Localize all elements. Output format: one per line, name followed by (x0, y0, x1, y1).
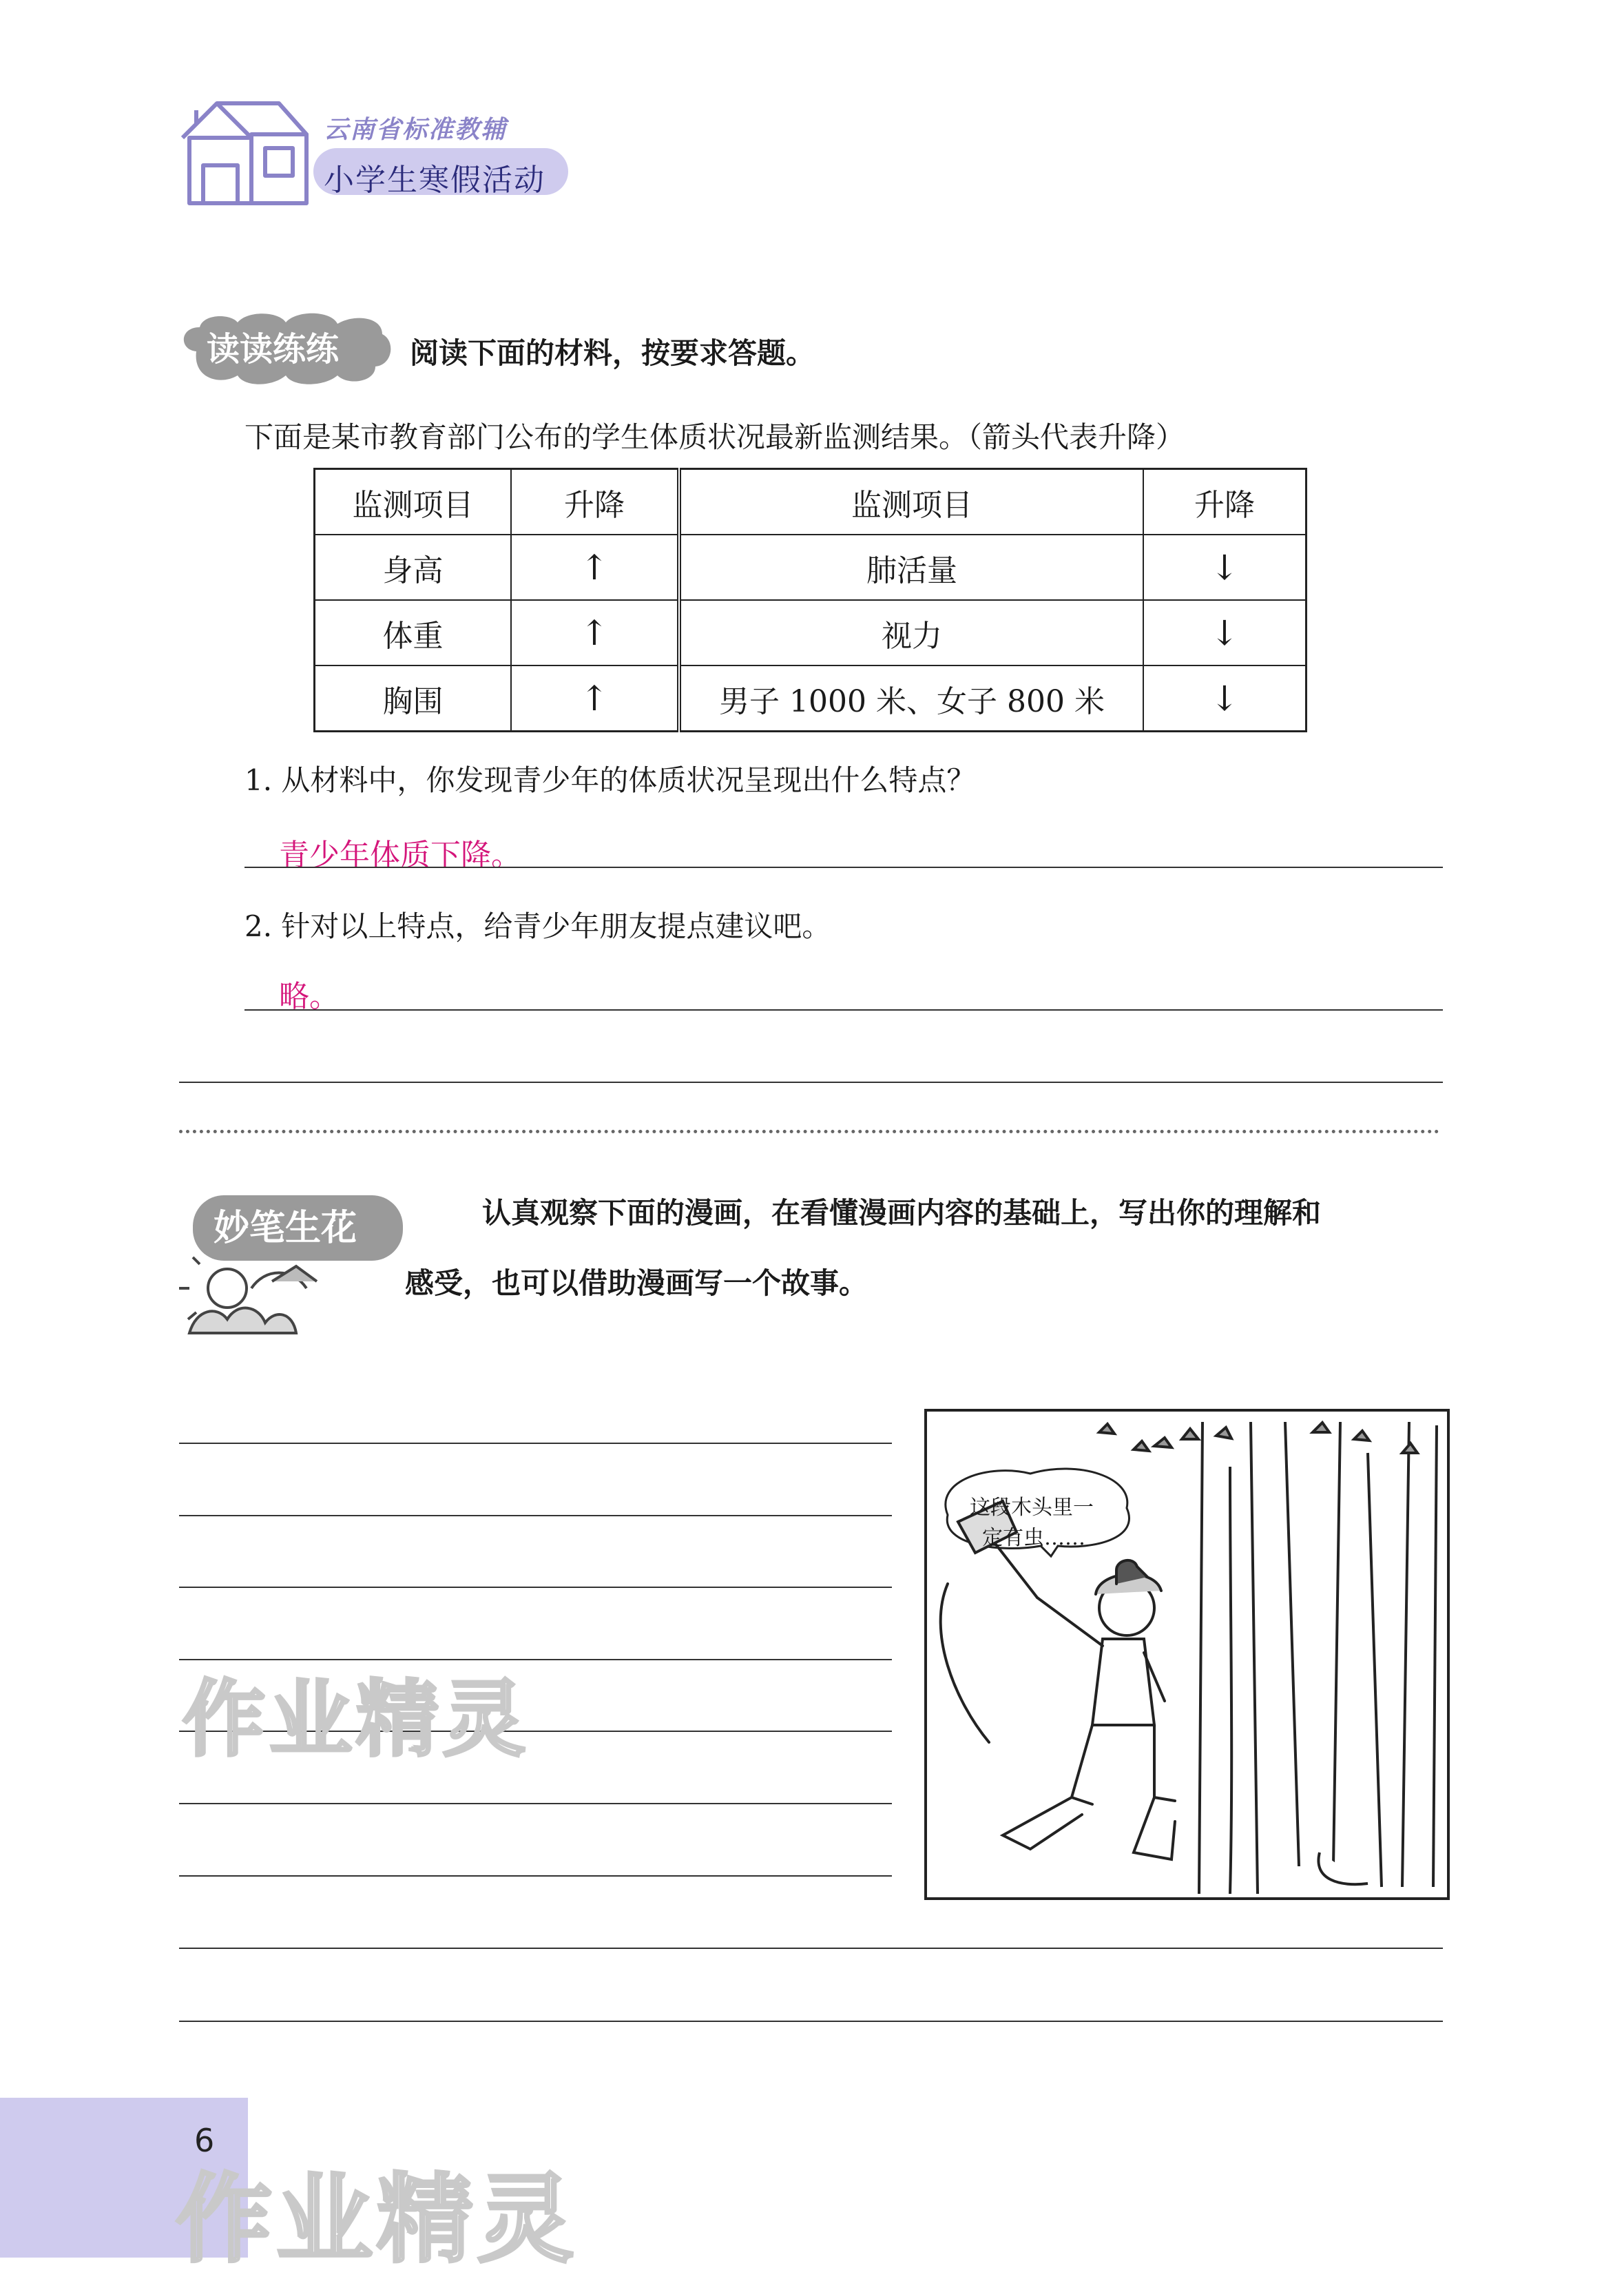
page-number: 6 (194, 2122, 215, 2159)
answer-line (244, 867, 1443, 868)
section2-instruction-line1: 认真观察下面的漫画，在看懂漫画内容的基础上，写出你的理解和 (482, 1196, 1322, 1230)
down-arrow-cell: ↓ (1143, 600, 1307, 665)
table-cell: 男子 1000 米、女子 800 米 (679, 665, 1143, 732)
comic-illustration (927, 1412, 1447, 1897)
table-cell: 肺活量 (679, 535, 1143, 600)
table-header: 升降 (1143, 469, 1307, 535)
fitness-table (313, 468, 1307, 732)
table-cell: 视力 (679, 600, 1143, 665)
section-divider (179, 1130, 1439, 1133)
writing-line (179, 1443, 892, 1444)
house-logo-icon (176, 96, 313, 214)
section1-badge: 读读练练 (207, 330, 340, 369)
writing-line (179, 1515, 892, 1516)
writing-line (179, 2021, 1443, 2022)
table-cell: 身高 (315, 535, 512, 600)
answer-1: 青少年体质下降。 (279, 838, 521, 873)
table-header-row (315, 469, 1307, 535)
answer-line (179, 1082, 1443, 1083)
comic-panel (924, 1409, 1450, 1900)
table-header: 监测项目 (679, 469, 1143, 535)
answer-2: 略。 (279, 979, 340, 1014)
table-row (315, 665, 1307, 732)
table-header: 升降 (511, 469, 679, 535)
table-row (315, 535, 1307, 600)
down-arrow-cell: ↓ (1143, 665, 1307, 732)
up-arrow-cell: ↑ (511, 665, 679, 732)
answer-line (244, 1009, 1443, 1011)
writing-line (179, 1875, 892, 1877)
book-title: 小学生寒假活动 (324, 163, 545, 198)
watermark-footer: 作业精灵 (176, 2164, 579, 2276)
series-title: 云南省标准教辅 (324, 116, 508, 144)
table-cell: 体重 (315, 600, 512, 665)
table-header: 监测项目 (315, 469, 512, 535)
question-1: 1. 从材料中，你发现青少年的体质状况呈现出什么特点？ (244, 763, 976, 797)
table-row (315, 600, 1307, 665)
writing-line (179, 1587, 892, 1588)
section2-instruction-line2: 感受，也可以借助漫画写一个故事。 (405, 1266, 868, 1300)
watermark-mid: 作业精灵 (183, 1672, 530, 1768)
comic-bubble-line1: 这段木头里一 (970, 1496, 1094, 1520)
section1-instruction: 阅读下面的材料，按要求答题。 (410, 336, 815, 370)
up-arrow-cell: ↑ (511, 535, 679, 600)
up-arrow-cell: ↑ (511, 600, 679, 665)
comic-bubble-line2: 定有虫…… (982, 1526, 1085, 1550)
question-2: 2. 针对以上特点，给青少年朋友提点建议吧。 (244, 909, 831, 943)
section1-intro: 下面是某市教育部门公布的学生体质状况最新监测结果。（箭头代表升降） (244, 420, 1185, 454)
table-cell: 胸围 (315, 665, 512, 732)
section2-badge: 妙笔生花 (214, 1208, 357, 1249)
writing-line (179, 1803, 892, 1804)
down-arrow-cell: ↓ (1143, 535, 1307, 600)
writing-line (179, 1948, 1443, 1949)
